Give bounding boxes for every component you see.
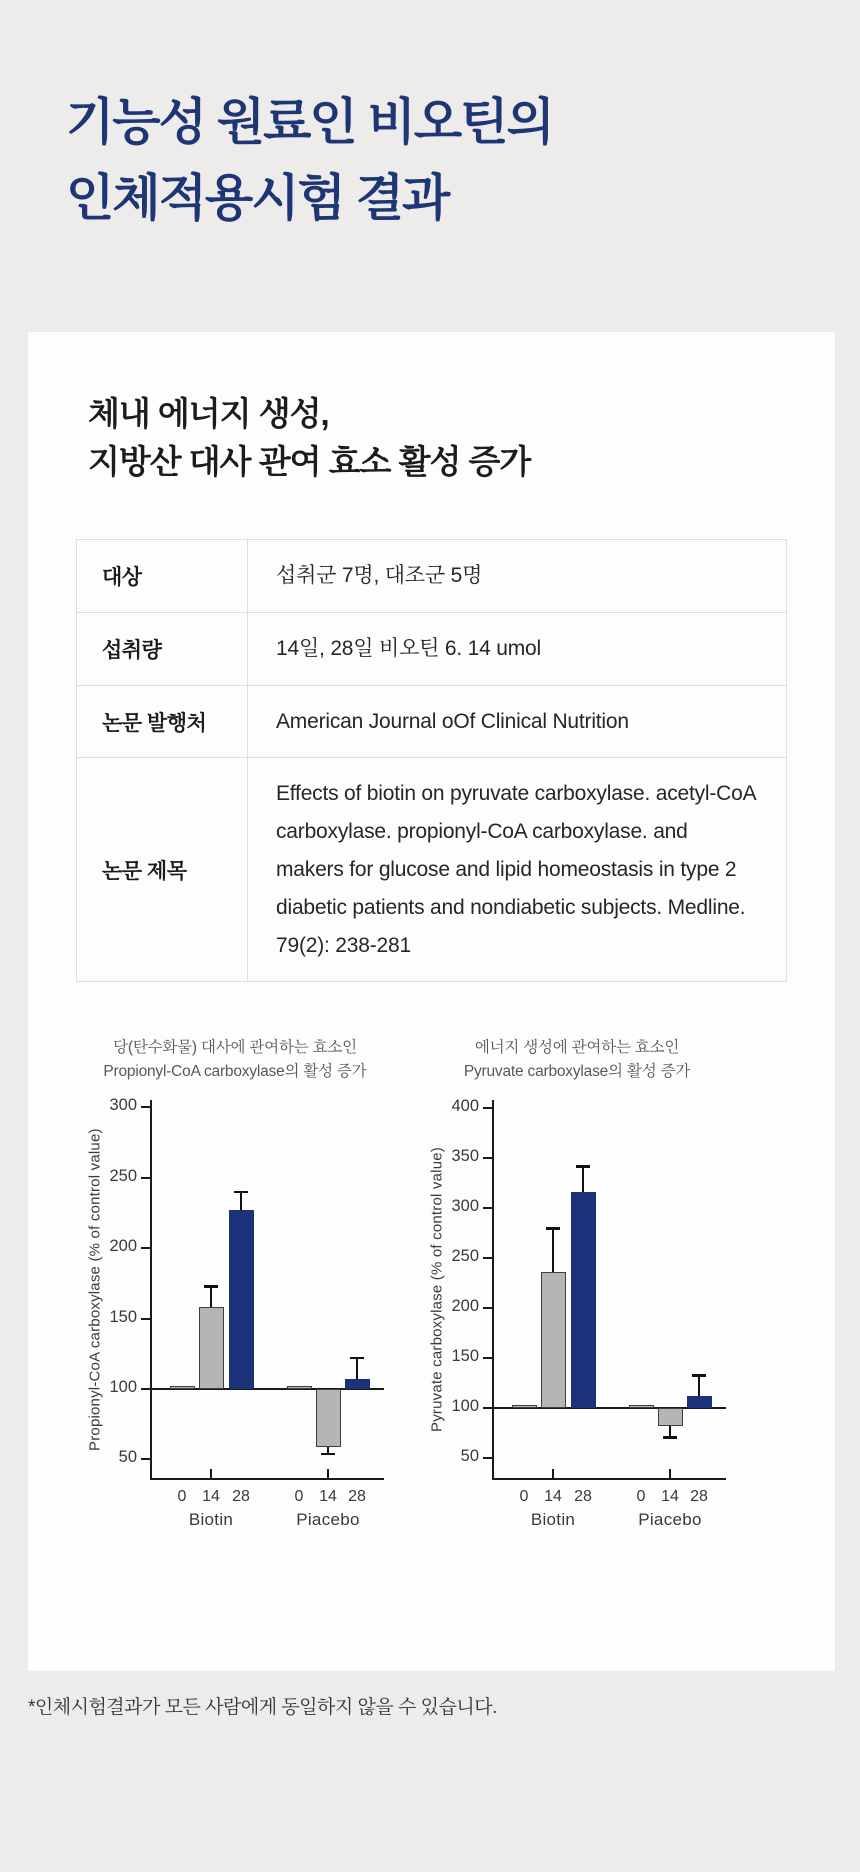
- chart-plot-pyruvate: [426, 1097, 728, 1544]
- y-tick: [141, 1458, 150, 1460]
- chart-title-line2: Propionyl-CoA carboxylase의 활성 증가: [103, 1063, 367, 1081]
- y-axis-label: Pyruvate carboxylase (% of control value): [428, 1147, 446, 1433]
- y-tick: [141, 1388, 150, 1390]
- x-tick-label: 0: [519, 1488, 529, 1506]
- y-tick-label: 50: [460, 1447, 479, 1466]
- error-bar-cap: [234, 1191, 248, 1194]
- card-heading-line1: 체내 에너지 생성,: [88, 395, 329, 432]
- x-axis-line: [492, 1478, 726, 1480]
- y-tick-label: 150: [451, 1347, 479, 1366]
- group-label: Biotin: [188, 1510, 234, 1530]
- bar: [287, 1386, 312, 1389]
- row-value-dose: 14일, 28일 비오틴 6. 14 umol: [248, 612, 787, 685]
- error-bar-line: [582, 1166, 584, 1192]
- row-value-journal: American Journal oOf Clinical Nutrition: [248, 685, 787, 758]
- group-tick: [210, 1469, 212, 1478]
- x-tick-label: 14: [661, 1488, 679, 1506]
- x-tick-label: 28: [690, 1488, 708, 1506]
- bar: [345, 1379, 370, 1389]
- bar: [541, 1272, 566, 1408]
- y-axis-line: [150, 1100, 152, 1480]
- y-tick: [483, 1357, 492, 1359]
- plot-area: [451, 1097, 726, 1530]
- y-axis-label: Propionyl-CoA carboxylase (% of control value): [86, 1129, 104, 1452]
- x-axis-line: [150, 1478, 384, 1480]
- table-row: [77, 685, 787, 758]
- y-axis-line: [492, 1100, 494, 1480]
- x-tick-label: 0: [294, 1488, 304, 1506]
- y-tick: [483, 1457, 492, 1459]
- error-bar-line: [552, 1228, 554, 1272]
- group-tick: [327, 1469, 329, 1478]
- bar: [571, 1192, 596, 1408]
- error-bar-cap: [663, 1436, 677, 1439]
- y-tick: [141, 1106, 150, 1108]
- x-tick-label: 28: [232, 1488, 250, 1506]
- y-tick: [141, 1177, 150, 1179]
- y-tick-label: 150: [109, 1307, 137, 1326]
- y-tick: [141, 1318, 150, 1320]
- y-tick-label: 300: [451, 1197, 479, 1216]
- bar: [687, 1396, 712, 1408]
- y-tick-label: 400: [451, 1097, 479, 1116]
- table-row: [77, 612, 787, 685]
- chart-title-line2: Pyruvate carboxylase의 활성 증가: [463, 1063, 691, 1081]
- y-tick: [141, 1247, 150, 1249]
- page-title: [66, 84, 553, 236]
- study-info-table: [76, 539, 787, 982]
- group-label: Piacebo: [296, 1510, 360, 1530]
- bar: [170, 1386, 195, 1389]
- chart-title-propionyl: [84, 1036, 386, 1084]
- error-bar-cap: [204, 1285, 218, 1288]
- group-label: Biotin: [530, 1510, 576, 1530]
- x-tick-label: 0: [636, 1488, 646, 1506]
- error-bar-cap: [692, 1374, 706, 1377]
- group-tick: [669, 1469, 671, 1478]
- footnote: *인체시험결과가 모든 사람에게 동일하지 않을 수 있습니다.: [28, 1697, 497, 1718]
- x-tick-label: 14: [202, 1488, 220, 1506]
- charts-row: [28, 1036, 835, 1544]
- y-tick: [483, 1257, 492, 1259]
- row-label-journal: 논문 발행처: [77, 685, 248, 758]
- result-card: [28, 332, 835, 1671]
- card-heading-line2: 지방산 대사 관여 효소 활성 증가: [88, 442, 531, 480]
- chart-pyruvate: [426, 1036, 728, 1544]
- y-tick-label: 100: [109, 1377, 137, 1396]
- y-tick-label: 250: [109, 1166, 137, 1185]
- y-tick: [483, 1107, 492, 1109]
- row-value-paper-title: Effects of biotin on pyruvate carboxylase. acetyl-CoA carboxylase. propionyl-CoA carboxylase. and makers for glucose and lipid homeostasis in type 2 diabetic patients and nondiabetic subjects. Medline. 79(2): 238-281: [248, 758, 787, 982]
- card-heading: [88, 390, 835, 485]
- y-tick-label: 350: [451, 1147, 479, 1166]
- error-bar-cap: [350, 1357, 364, 1360]
- bar: [316, 1389, 341, 1447]
- chart-plot-propionyl: [84, 1096, 386, 1544]
- y-tick-label: 200: [451, 1297, 479, 1316]
- y-tick: [483, 1307, 492, 1309]
- page-title-line2: 인체적용시험 결과: [66, 170, 449, 226]
- x-tick-label: 28: [574, 1488, 592, 1506]
- bar: [629, 1405, 654, 1408]
- y-tick-label: 250: [451, 1247, 479, 1266]
- page-title-line1: 기능성 원료인 비오틴의: [66, 94, 553, 150]
- x-tick-label: 28: [348, 1488, 366, 1506]
- chart-title-pyruvate: [426, 1036, 728, 1084]
- chart-title-line1: 에너지 생성에 관여하는 효소인: [474, 1039, 680, 1057]
- error-bar-line: [210, 1286, 212, 1307]
- row-value-subjects: 섭취군 7명, 대조군 5명: [248, 540, 787, 613]
- chart-title-line1: 당(탄수화물) 대사에 관여하는 효소인: [113, 1039, 357, 1057]
- y-tick-label: 50: [118, 1448, 137, 1467]
- y-tick-label: 100: [451, 1397, 479, 1416]
- x-tick-label: 14: [544, 1488, 562, 1506]
- y-tick: [483, 1157, 492, 1159]
- table-row: [77, 540, 787, 613]
- y-tick-label: 300: [109, 1096, 137, 1115]
- bar: [512, 1405, 537, 1408]
- row-label-dose: 섭취량: [77, 612, 248, 685]
- error-bar-cap: [321, 1453, 335, 1456]
- error-bar-cap: [546, 1227, 560, 1230]
- x-tick-label: 0: [177, 1488, 187, 1506]
- row-label-paper-title: 논문 제목: [77, 758, 248, 982]
- y-tick: [483, 1207, 492, 1209]
- x-tick-label: 14: [319, 1488, 337, 1506]
- bar: [658, 1408, 683, 1426]
- error-bar-cap: [576, 1165, 590, 1168]
- y-tick: [483, 1407, 492, 1409]
- row-label-subjects: 대상: [77, 540, 248, 613]
- error-bar-line: [698, 1375, 700, 1396]
- error-bar-line: [240, 1192, 242, 1210]
- group-label: Piacebo: [638, 1510, 702, 1530]
- bar: [229, 1210, 254, 1389]
- y-tick-label: 200: [109, 1237, 137, 1256]
- chart-propionyl-coa: [84, 1036, 386, 1544]
- bar: [199, 1307, 224, 1389]
- error-bar-line: [356, 1358, 358, 1379]
- plot-area: [109, 1096, 384, 1530]
- group-tick: [552, 1469, 554, 1478]
- table-row: [77, 758, 787, 982]
